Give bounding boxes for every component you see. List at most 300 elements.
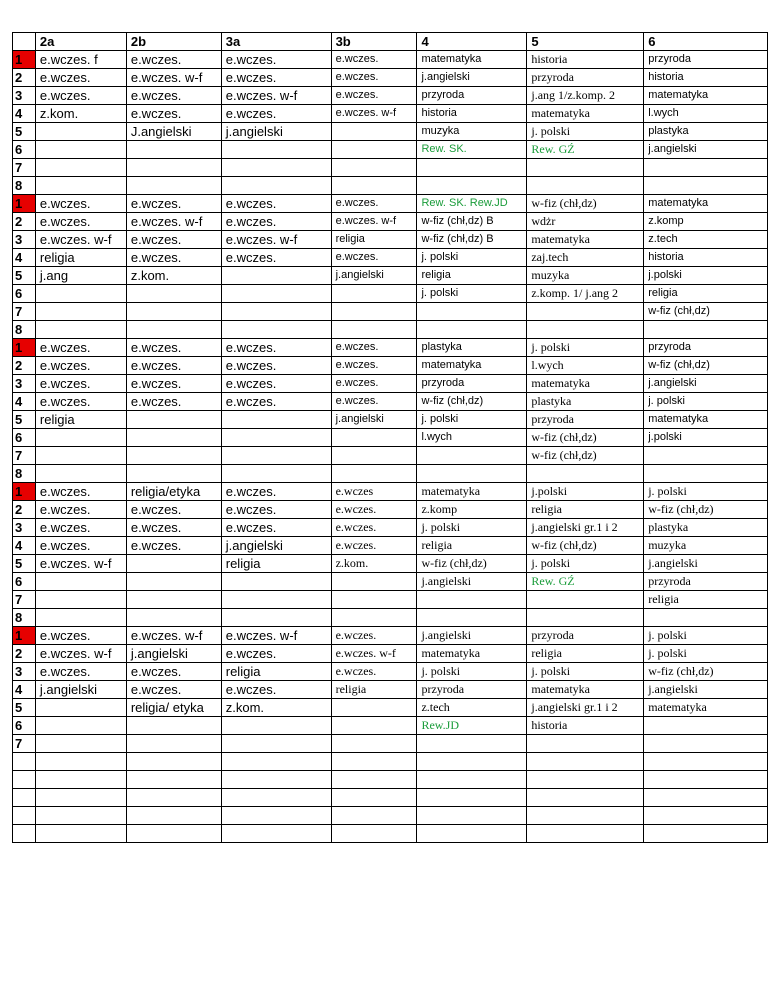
lesson-cell: j.angielski	[35, 681, 126, 699]
lesson-cell: j. polski	[417, 249, 527, 267]
lesson-cell	[126, 753, 221, 771]
lesson-cell: religia	[331, 231, 417, 249]
lesson-cell: e.wczes.	[126, 519, 221, 537]
lesson-cell: historia	[527, 717, 644, 735]
table-row	[13, 447, 768, 465]
lesson-cell: Rew. SK. Rew.JD	[417, 195, 527, 213]
lesson-cell	[527, 591, 644, 609]
lesson-cell: e.wczes.	[35, 663, 126, 681]
lesson-number: 4	[13, 681, 36, 699]
lesson-cell	[126, 591, 221, 609]
table-row	[13, 321, 768, 339]
lesson-cell: przyroda	[417, 375, 527, 393]
lesson-cell	[221, 429, 331, 447]
lesson-cell: matematyka	[527, 681, 644, 699]
lesson-cell	[126, 735, 221, 753]
lesson-cell: religia	[417, 267, 527, 285]
lesson-cell: religia	[644, 285, 768, 303]
table-row	[13, 51, 768, 69]
lesson-cell: e.wczes.	[221, 357, 331, 375]
lesson-cell: e.wczes. w-f	[35, 645, 126, 663]
lesson-number	[13, 789, 36, 807]
lesson-number: 5	[13, 267, 36, 285]
lesson-cell: w-fiz (chł,dz)	[644, 501, 768, 519]
lesson-cell: e.wczes.	[331, 249, 417, 267]
lesson-number: 2	[13, 645, 36, 663]
lesson-cell	[417, 177, 527, 195]
lesson-cell: historia	[417, 105, 527, 123]
lesson-cell: wdżr	[527, 213, 644, 231]
lesson-cell	[126, 465, 221, 483]
lesson-cell	[221, 609, 331, 627]
table-row	[13, 213, 768, 231]
table-row	[13, 285, 768, 303]
header-class-4: 4	[417, 33, 527, 51]
lesson-cell	[417, 447, 527, 465]
lesson-cell	[644, 465, 768, 483]
lesson-cell	[221, 411, 331, 429]
lesson-cell: w-fiz (chł,dz)	[417, 393, 527, 411]
lesson-cell: matematyka	[644, 87, 768, 105]
lesson-cell: w-fiz (chł,dz) B	[417, 213, 527, 231]
lesson-number: 5	[13, 411, 36, 429]
lesson-cell: l.wych	[527, 357, 644, 375]
lesson-cell	[126, 771, 221, 789]
lesson-cell	[331, 825, 417, 843]
lesson-cell: J.angielski	[126, 123, 221, 141]
lesson-cell	[417, 609, 527, 627]
lesson-cell	[126, 609, 221, 627]
table-row	[13, 483, 768, 501]
lesson-cell	[644, 447, 768, 465]
lesson-cell: religia	[527, 501, 644, 519]
lesson-cell: j. polski	[417, 285, 527, 303]
lesson-cell	[221, 735, 331, 753]
lesson-cell: e.wczes.	[126, 231, 221, 249]
lesson-cell: historia	[644, 249, 768, 267]
lesson-cell: j.angielski	[644, 555, 768, 573]
lesson-cell	[644, 807, 768, 825]
table-row	[13, 465, 768, 483]
lesson-cell	[527, 303, 644, 321]
lesson-cell: e.wczes.	[331, 663, 417, 681]
lesson-cell	[126, 717, 221, 735]
table-row	[13, 573, 768, 591]
lesson-cell: plastyka	[644, 123, 768, 141]
lesson-cell: j.angielski gr.1 i 2	[527, 699, 644, 717]
lesson-number: 7	[13, 159, 36, 177]
lesson-cell	[527, 465, 644, 483]
table-row	[13, 267, 768, 285]
lesson-cell: matematyka	[417, 645, 527, 663]
lesson-cell: matematyka	[417, 483, 527, 501]
lesson-cell	[331, 699, 417, 717]
lesson-cell: e.wczes.	[126, 681, 221, 699]
lesson-cell	[331, 141, 417, 159]
lesson-cell	[417, 591, 527, 609]
lesson-cell: Rew. SK.	[417, 141, 527, 159]
lesson-cell: matematyka	[417, 51, 527, 69]
lesson-cell: religia	[331, 681, 417, 699]
lesson-cell	[644, 771, 768, 789]
lesson-cell: j.angielski	[644, 141, 768, 159]
lesson-cell: z.komp	[644, 213, 768, 231]
lesson-cell	[35, 465, 126, 483]
lesson-cell	[35, 177, 126, 195]
lesson-cell: e.wczes.	[126, 501, 221, 519]
header-class-6: 6	[644, 33, 768, 51]
lesson-cell	[126, 789, 221, 807]
lesson-cell: e.wczes.	[221, 195, 331, 213]
lesson-number: 6	[13, 141, 36, 159]
lesson-cell: muzyka	[527, 267, 644, 285]
lesson-cell	[644, 753, 768, 771]
table-row	[13, 807, 768, 825]
table-row	[13, 537, 768, 555]
lesson-cell: religia	[527, 645, 644, 663]
lesson-cell: przyroda	[527, 69, 644, 87]
table-row	[13, 249, 768, 267]
lesson-number: 6	[13, 573, 36, 591]
lesson-cell: w-fiz (chł,dz)	[644, 663, 768, 681]
lesson-cell: l.wych	[417, 429, 527, 447]
lesson-cell	[331, 159, 417, 177]
lesson-cell: e.wczes.	[221, 519, 331, 537]
lesson-cell	[527, 735, 644, 753]
header-class-2b: 2b	[126, 33, 221, 51]
lesson-cell	[331, 735, 417, 753]
lesson-number: 6	[13, 285, 36, 303]
lesson-cell: w-fiz (chł,dz)	[527, 429, 644, 447]
table-row	[13, 753, 768, 771]
header-class-3b: 3b	[331, 33, 417, 51]
lesson-cell: e.wczes. w-f	[331, 213, 417, 231]
lesson-cell	[417, 807, 527, 825]
lesson-cell: e.wczes. w-f	[35, 231, 126, 249]
lesson-cell	[35, 753, 126, 771]
lesson-cell: e.wczes.	[331, 195, 417, 213]
lesson-cell	[527, 753, 644, 771]
lesson-cell: religia	[35, 411, 126, 429]
lesson-cell	[331, 573, 417, 591]
lesson-cell: muzyka	[417, 123, 527, 141]
lesson-cell: j.angielski	[221, 123, 331, 141]
lesson-cell	[527, 177, 644, 195]
lesson-cell	[331, 717, 417, 735]
lesson-cell: e.wczes.	[35, 213, 126, 231]
lesson-cell	[417, 771, 527, 789]
lesson-cell	[221, 771, 331, 789]
lesson-cell: e.wczes.	[221, 681, 331, 699]
lesson-cell	[331, 771, 417, 789]
lesson-cell	[527, 825, 644, 843]
lesson-number: 7	[13, 303, 36, 321]
lesson-number: 2	[13, 357, 36, 375]
lesson-cell: e.wczes. w-f	[35, 555, 126, 573]
lesson-cell: e.wczes.	[221, 105, 331, 123]
lesson-cell	[331, 123, 417, 141]
lesson-number: 8	[13, 321, 36, 339]
lesson-cell: e.wczes.	[331, 501, 417, 519]
lesson-cell	[126, 321, 221, 339]
lesson-cell	[221, 267, 331, 285]
lesson-cell: e.wczes.	[126, 393, 221, 411]
lesson-cell	[644, 717, 768, 735]
lesson-cell	[331, 789, 417, 807]
lesson-cell: e.wczes.	[35, 339, 126, 357]
lesson-cell	[35, 573, 126, 591]
lesson-number: 8	[13, 177, 36, 195]
lesson-cell: e.wczes. w-f	[126, 213, 221, 231]
lesson-cell	[126, 159, 221, 177]
lesson-number: 1	[13, 51, 36, 69]
lesson-cell	[221, 573, 331, 591]
lesson-cell: matematyka	[644, 411, 768, 429]
lesson-cell: j.angielski	[331, 411, 417, 429]
header-class-3a: 3a	[221, 33, 331, 51]
header-class-5: 5	[527, 33, 644, 51]
lesson-number: 2	[13, 69, 36, 87]
lesson-cell	[221, 177, 331, 195]
lesson-cell: e.wczes.	[35, 537, 126, 555]
lesson-cell	[331, 429, 417, 447]
lesson-cell: z.kom.	[221, 699, 331, 717]
lesson-cell: j. polski	[417, 411, 527, 429]
lesson-cell	[126, 555, 221, 573]
lesson-cell: e.wczes.	[221, 393, 331, 411]
lesson-cell: e.wczes.	[331, 357, 417, 375]
lesson-cell	[35, 303, 126, 321]
lesson-number: 3	[13, 231, 36, 249]
lesson-number: 6	[13, 717, 36, 735]
table-row	[13, 195, 768, 213]
table-row	[13, 663, 768, 681]
lesson-cell: religia	[417, 537, 527, 555]
lesson-cell: historia	[644, 69, 768, 87]
lesson-cell: j. polski	[527, 555, 644, 573]
lesson-cell: matematyka	[527, 231, 644, 249]
lesson-number: 6	[13, 429, 36, 447]
lesson-number: 2	[13, 501, 36, 519]
lesson-cell: z.tech	[644, 231, 768, 249]
lesson-number: 3	[13, 663, 36, 681]
lesson-cell	[35, 825, 126, 843]
table-row	[13, 591, 768, 609]
lesson-cell	[126, 429, 221, 447]
lesson-cell: e.wczes. w-f	[331, 645, 417, 663]
lesson-cell	[331, 753, 417, 771]
lesson-cell	[35, 789, 126, 807]
lesson-cell: e.wczes.	[35, 87, 126, 105]
lesson-cell	[331, 177, 417, 195]
table-row	[13, 429, 768, 447]
lesson-cell	[35, 735, 126, 753]
table-row	[13, 609, 768, 627]
lesson-cell	[644, 177, 768, 195]
lesson-cell: j.angielski	[417, 69, 527, 87]
table-row	[13, 717, 768, 735]
lesson-cell: w-fiz (chł,dz)	[417, 555, 527, 573]
lesson-cell	[126, 825, 221, 843]
lesson-cell: e.wczes.	[331, 537, 417, 555]
lesson-cell: przyroda	[527, 411, 644, 429]
lesson-cell	[221, 141, 331, 159]
lesson-number: 7	[13, 735, 36, 753]
lesson-cell: e.wczes.	[35, 627, 126, 645]
lesson-cell: e.wczes.	[331, 519, 417, 537]
lesson-cell: j.angielski gr.1 i 2	[527, 519, 644, 537]
lesson-cell: e.wczes.	[221, 213, 331, 231]
lesson-number: 8	[13, 465, 36, 483]
lesson-cell: w-fiz (chł,dz)	[527, 537, 644, 555]
lesson-cell: e.wczes	[331, 483, 417, 501]
table-row	[13, 771, 768, 789]
table-row	[13, 501, 768, 519]
lesson-cell	[221, 285, 331, 303]
lesson-cell: l.wych	[644, 105, 768, 123]
lesson-cell: j.ang 1/z.komp. 2	[527, 87, 644, 105]
lesson-cell: historia	[527, 51, 644, 69]
lesson-number: 4	[13, 249, 36, 267]
lesson-number	[13, 807, 36, 825]
lesson-cell: religia/ etyka	[126, 699, 221, 717]
lesson-cell: przyroda	[644, 339, 768, 357]
lesson-cell: plastyka	[417, 339, 527, 357]
lesson-cell: muzyka	[644, 537, 768, 555]
table-row	[13, 69, 768, 87]
lesson-cell	[35, 591, 126, 609]
lesson-cell: matematyka	[527, 375, 644, 393]
lesson-cell: j.angielski	[221, 537, 331, 555]
lesson-cell	[221, 159, 331, 177]
lesson-cell: e.wczes.	[126, 87, 221, 105]
lesson-cell: przyroda	[644, 573, 768, 591]
lesson-cell	[126, 411, 221, 429]
lesson-cell	[331, 807, 417, 825]
table-row	[13, 555, 768, 573]
lesson-cell: z.kom.	[35, 105, 126, 123]
lesson-number: 8	[13, 609, 36, 627]
table-row	[13, 177, 768, 195]
lesson-cell	[527, 159, 644, 177]
lesson-cell	[417, 735, 527, 753]
lesson-number: 3	[13, 87, 36, 105]
lesson-cell: j. polski	[417, 519, 527, 537]
lesson-cell	[527, 321, 644, 339]
table-row	[13, 105, 768, 123]
lesson-cell: przyroda	[417, 87, 527, 105]
lesson-cell	[221, 591, 331, 609]
lesson-cell: e.wczes. w-f	[221, 231, 331, 249]
table-row	[13, 645, 768, 663]
lesson-cell	[527, 807, 644, 825]
table-row	[13, 375, 768, 393]
lesson-cell: e.wczes.	[126, 105, 221, 123]
lesson-cell: j. polski	[527, 663, 644, 681]
lesson-cell: j. polski	[644, 645, 768, 663]
table-row	[13, 159, 768, 177]
lesson-cell: e.wczes.	[35, 357, 126, 375]
lesson-cell	[126, 177, 221, 195]
lesson-cell	[35, 429, 126, 447]
lesson-cell	[35, 321, 126, 339]
lesson-cell	[221, 717, 331, 735]
lesson-number: 5	[13, 555, 36, 573]
lesson-cell: e.wczes.	[35, 501, 126, 519]
lesson-cell	[221, 447, 331, 465]
lesson-cell	[644, 609, 768, 627]
lesson-cell: j.angielski	[126, 645, 221, 663]
lesson-number: 1	[13, 627, 36, 645]
table-row	[13, 141, 768, 159]
lesson-number: 5	[13, 699, 36, 717]
lesson-cell: e.wczes.	[221, 483, 331, 501]
lesson-cell: w-fiz (chł,dz)	[644, 303, 768, 321]
table-row	[13, 825, 768, 843]
lesson-cell	[527, 771, 644, 789]
lesson-cell: przyroda	[417, 681, 527, 699]
timetable-body	[13, 51, 768, 843]
lesson-cell: e.wczes.	[35, 519, 126, 537]
lesson-cell: e.wczes.	[331, 51, 417, 69]
lesson-cell: przyroda	[644, 51, 768, 69]
lesson-cell: e.wczes.	[126, 51, 221, 69]
table-row	[13, 699, 768, 717]
lesson-cell	[644, 321, 768, 339]
lesson-number: 1	[13, 195, 36, 213]
lesson-cell: w-fiz (chł,dz)	[527, 195, 644, 213]
lesson-cell: e.wczes.	[221, 339, 331, 357]
table-row	[13, 789, 768, 807]
lesson-cell	[331, 609, 417, 627]
lesson-cell: matematyka	[644, 699, 768, 717]
lesson-cell: e.wczes.	[126, 195, 221, 213]
lesson-number	[13, 753, 36, 771]
table-row	[13, 303, 768, 321]
lesson-cell	[35, 717, 126, 735]
lesson-cell: z.kom.	[331, 555, 417, 573]
table-row	[13, 519, 768, 537]
lesson-cell: plastyka	[527, 393, 644, 411]
table-row	[13, 735, 768, 753]
lesson-number: 5	[13, 123, 36, 141]
lesson-cell	[417, 465, 527, 483]
lesson-cell	[221, 807, 331, 825]
lesson-cell: j.polski	[527, 483, 644, 501]
lesson-cell	[35, 159, 126, 177]
lesson-cell: e.wczes. f	[35, 51, 126, 69]
lesson-cell: e.wczes.	[331, 375, 417, 393]
lesson-cell	[126, 141, 221, 159]
lesson-cell: religia	[644, 591, 768, 609]
lesson-cell: e.wczes.	[126, 357, 221, 375]
lesson-number: 4	[13, 105, 36, 123]
lesson-cell	[35, 807, 126, 825]
lesson-cell	[221, 321, 331, 339]
lesson-cell: e.wczes.	[35, 483, 126, 501]
lesson-cell	[527, 789, 644, 807]
lesson-cell: j.ang	[35, 267, 126, 285]
lesson-cell	[35, 285, 126, 303]
header-lesson-number	[13, 33, 36, 51]
lesson-cell: e.wczes.	[126, 339, 221, 357]
lesson-cell: j.polski	[644, 429, 768, 447]
lesson-cell	[331, 465, 417, 483]
lesson-cell: e.wczes.	[35, 69, 126, 87]
lesson-cell: e.wczes.	[126, 663, 221, 681]
lesson-cell	[527, 609, 644, 627]
lesson-cell: e.wczes.	[331, 69, 417, 87]
